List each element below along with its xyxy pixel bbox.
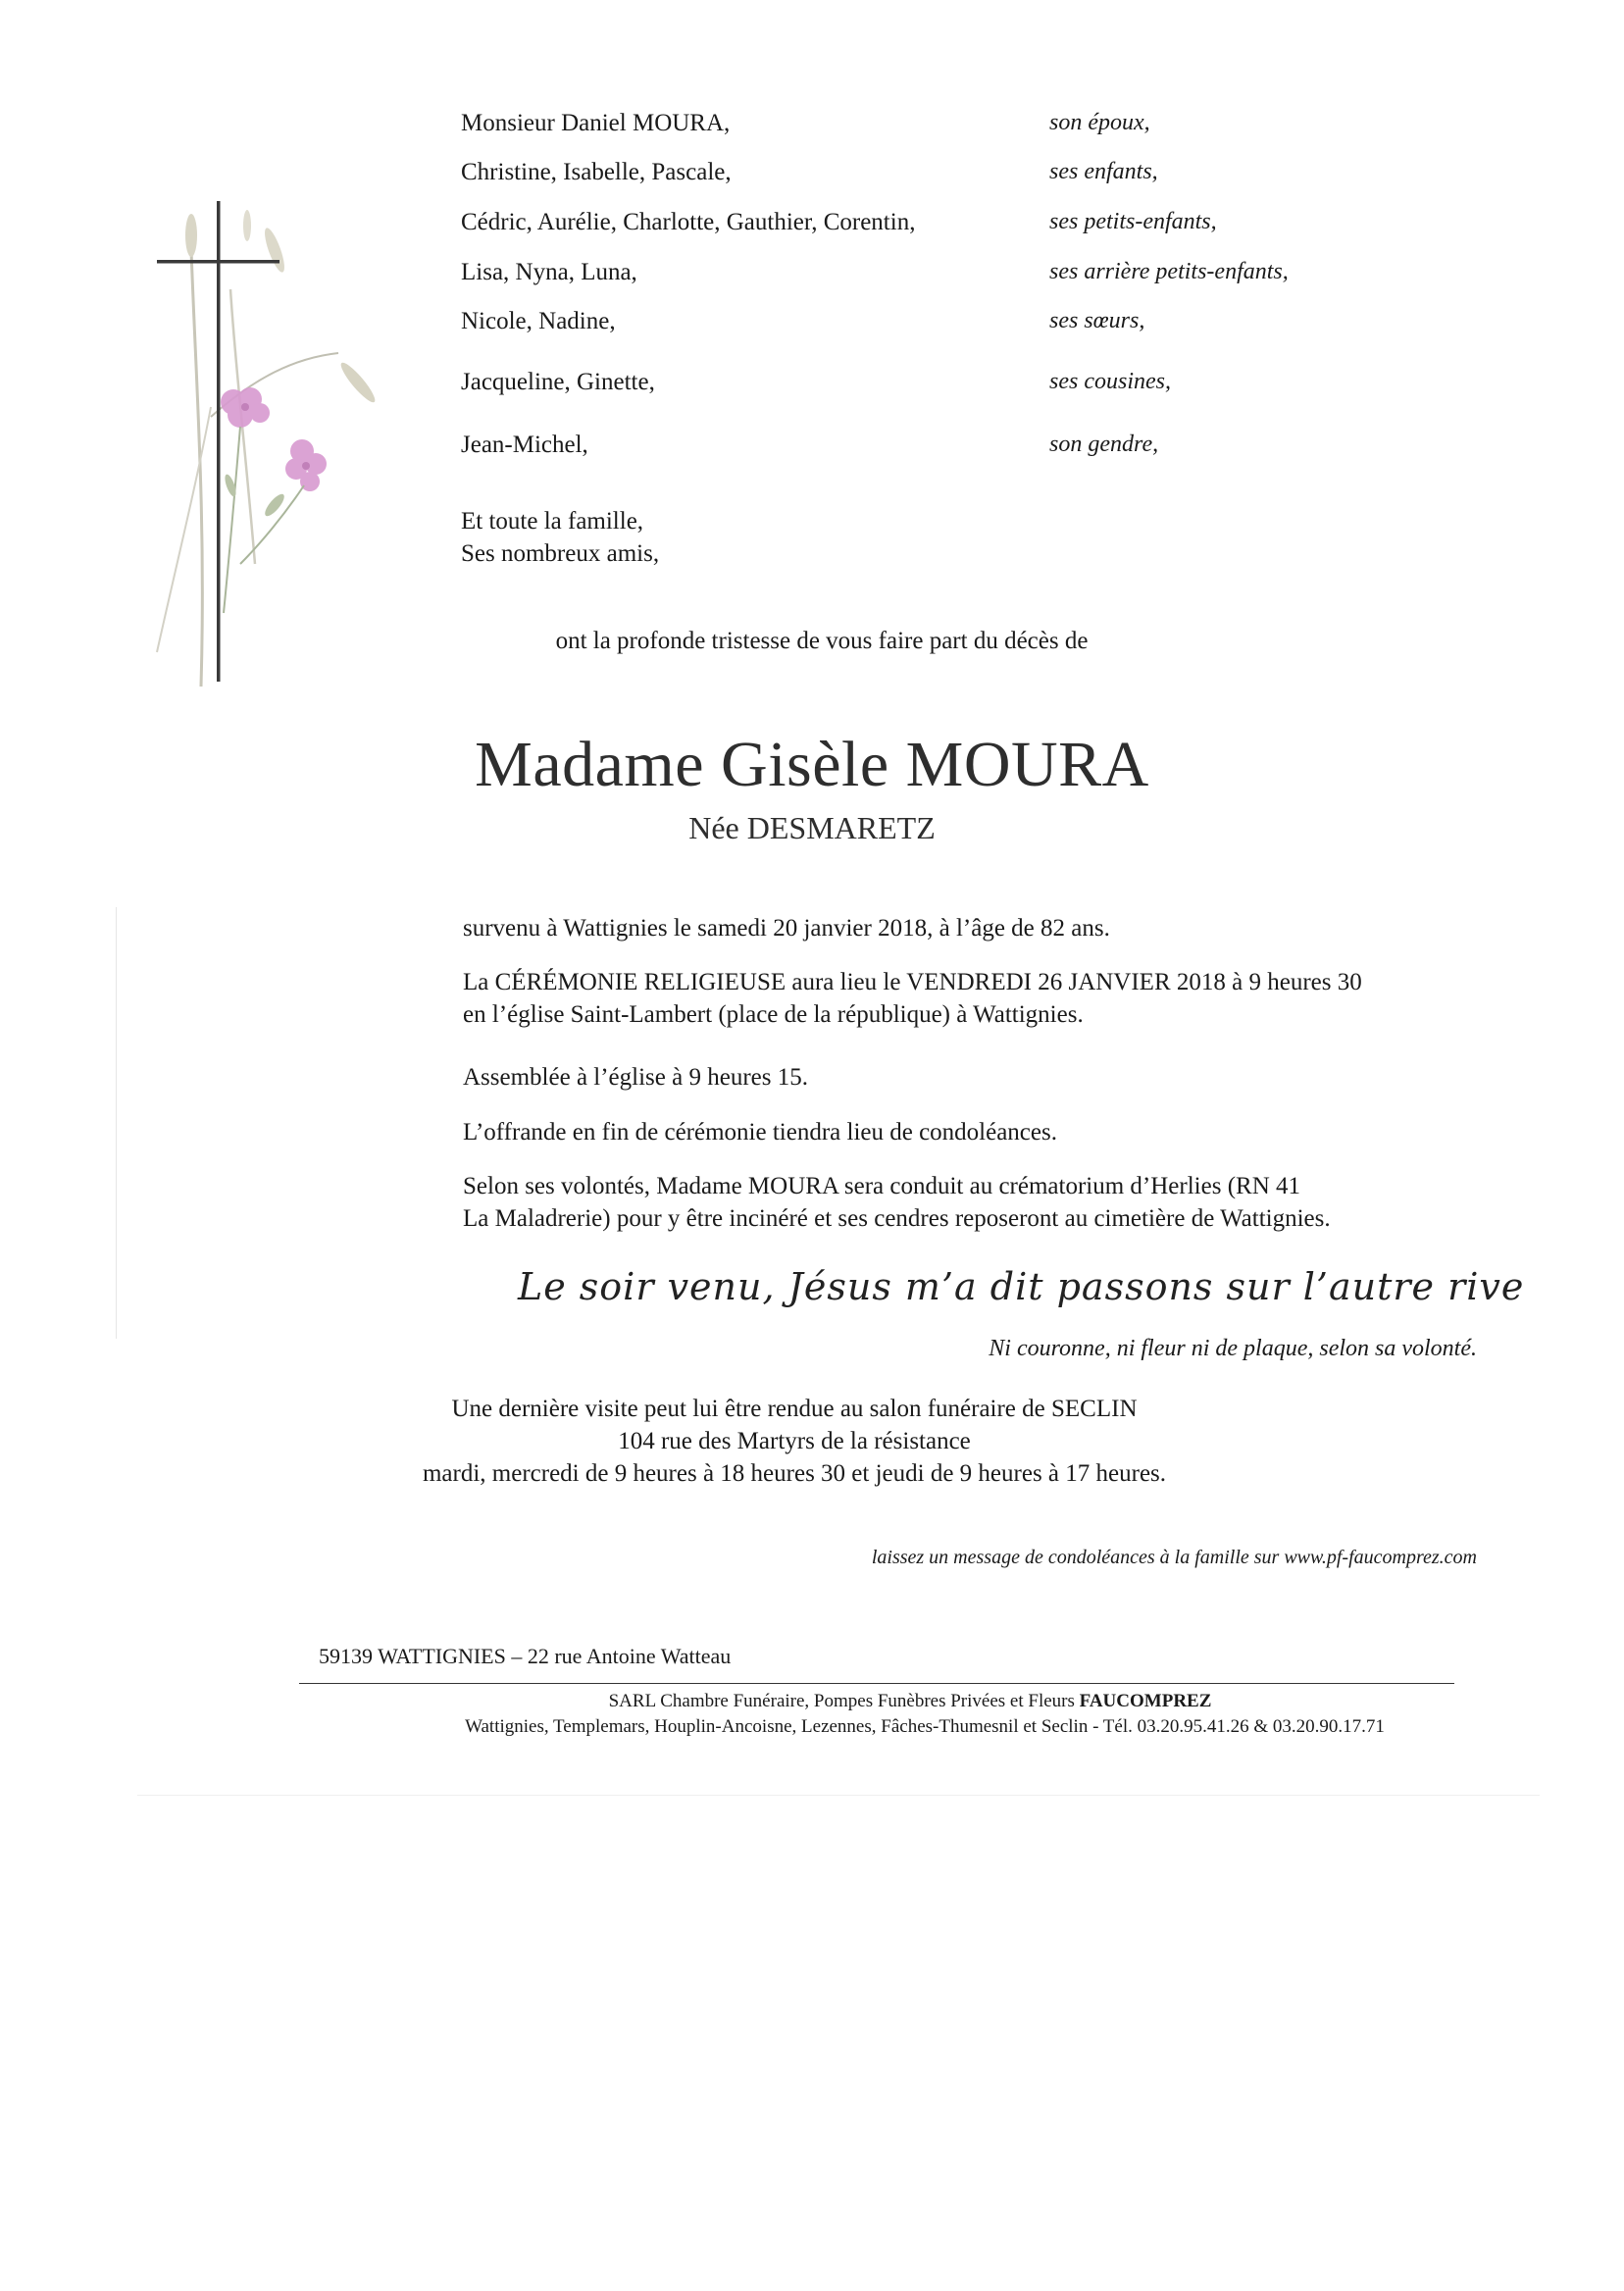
family-row [461,432,1442,471]
family-row [461,369,1442,408]
family-member-name: Monsieur Daniel MOURA, [461,110,731,136]
family-member-name: Jacqueline, Ginette, [461,369,655,395]
other-mourners [461,505,659,570]
deceased-name: Madame Gisèle MOURA [475,729,1149,800]
other-line: Et toute la famille, [461,508,644,535]
family-row [461,209,1442,248]
offering-info: L’offrande en fin de cérémonie tiendra lieu de condoléances. [463,1119,1057,1146]
family-row [461,308,1442,347]
funeral-home-address: 59139 WATTIGNIES – 22 rue Antoine Watteau [319,1644,732,1668]
family-member-name: Lisa, Nyna, Luna, [461,259,637,285]
wishes-line: Selon ses volontés, Madame MOURA sera conduit au crématorium d’Herlies (RN 41 [463,1173,1300,1199]
family-relation: son gendre, [1049,432,1159,457]
visit-info [0,1393,1624,1490]
company-name: FAUCOMPREZ [1079,1691,1212,1711]
family-row [461,159,1442,198]
family-relation: ses petits-enfants, [1049,209,1217,234]
family-relation: ses enfants, [1049,159,1158,184]
family-relation: son époux, [1049,110,1150,135]
cross-flowers-icon [137,191,392,691]
family-row [461,110,1442,149]
assembly-info: Assemblée à l’église à 9 heures 15. [463,1064,808,1091]
family-relation: ses arrière petits-enfants, [1049,259,1289,284]
wishes-info [463,1170,1331,1235]
family-row [461,259,1442,298]
no-flowers-notice: Ni couronne, ni fleur ni de plaque, selon sa volonté. [989,1336,1477,1361]
ceremony-line: La CÉRÉMONIE RELIGIEUSE aura lieu le VENDREDI 26 JANVIER 2018 à 9 heures 30 [463,969,1362,995]
wishes-line: La Maladrerie) pour y être incinéré et ses cendres reposeront au cimetière de Wattignies. [463,1205,1331,1232]
family-relation: ses sœurs, [1049,308,1145,333]
visit-line: 104 rue des Martyrs de la résistance [618,1428,971,1454]
ceremony-info [463,966,1362,1031]
scan-edge [116,907,117,1339]
company-info [0,1691,1624,1712]
company-prefix: SARL Chambre Funéraire, Pompes Funèbres Privées et Fleurs [608,1691,1080,1711]
family-member-name: Christine, Isabelle, Pascale, [461,159,732,185]
family-member-name: Jean-Michel, [461,432,588,458]
family-member-name: Nicole, Nadine, [461,308,616,334]
other-line: Ses nombreux amis, [461,540,660,567]
death-notice: survenu à Wattignies le samedi 20 janvier 2018, à l’âge de 82 ans. [463,915,1110,942]
religious-quote: Le soir venu, Jésus m’a dit passons sur l’autre rive [518,1265,1525,1308]
condolence-website[interactable]: laissez un message de condoléances à la famille sur www.pf-faucomprez.com [871,1547,1477,1568]
family-member-name: Cédric, Aurélie, Charlotte, Gauthier, Corentin, [461,209,916,235]
visit-line: Une dernière visite peut lui être rendue au salon funéraire de SECLIN [451,1396,1138,1422]
announcement: ont la profonde tristesse de vous faire part du décès de [555,628,1089,654]
family-relation: ses cousines, [1049,369,1171,394]
scan-divider [137,1795,1540,1796]
maiden-name: Née DESMARETZ [688,810,936,845]
footer-divider [299,1683,1454,1684]
visit-line: mardi, mercredi de 9 heures à 18 heures 30 et jeudi de 9 heures à 17 heures. [422,1460,1167,1487]
ceremony-line: en l’église Saint-Lambert (place de la république) à Wattignies. [463,1001,1084,1028]
company-locations: Wattignies, Templemars, Houplin-Ancoisne, Lezennes, Fâches-Thumesnil et Seclin - Tél. 03.20.95.41.26 & 03.20.90.17.71 [465,1716,1385,1737]
